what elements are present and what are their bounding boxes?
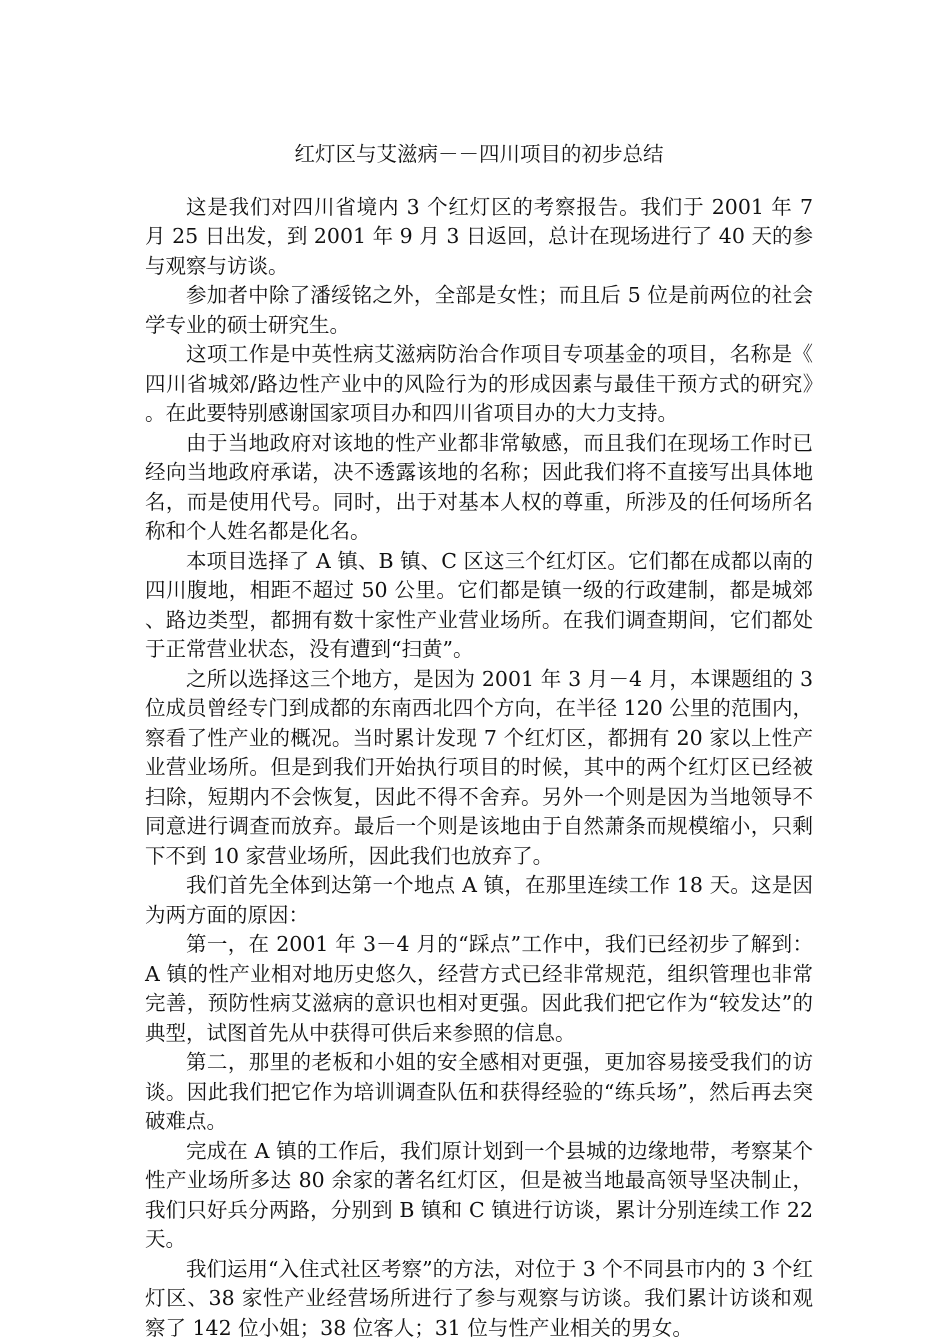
paragraph-reason-one: 第一，在 2001 年 3－4 月的“踩点”工作中，我们已经初步了解到：A 镇的性产业相对地历史悠久，经营方式已经非常规范，组织管理也非常完善，预防性病艾滋病的意识也相对更强。因此我们把它作为“较发达”的典型，试图首先从中获得可供后来参照的信息。 bbox=[145, 932, 813, 1045]
paragraph-method: 我们运用“入住式社区考察”的方法，对位于 3 个不同县市内的 3 个红灯区、38 家性产业经营场所进行了参与观察与访谈。我们累计访谈和观察了 142 位小姐；38 位客人；31 位与性产业相关的男女。 bbox=[145, 1256, 813, 1340]
paragraph-site-selection: 之所以选择这三个地方，是因为 2001 年 3 月－4 月，本课题组的 3 位成员曾经专门到成都的东南西北四个方向，在半径 120 公里的范围内，察看了性产业的概况。当时累计发现 7 个红灯区，都拥有 20 家以上性产业营业场所。但是到我们开始执行项目的时候，其中的两个红灯区已经被扫除，短期内不会恢复，因此不得不舍弃。另外一个则是因为当地领导不同意进行调查而放弃。最后一个则是该地由于自然萧条而规模缩小，只剩下不到 10 家营业场所，因此我们也放弃了。 bbox=[145, 666, 813, 868]
paragraph-sites: 本项目选择了 A 镇、B 镇、C 区这三个红灯区。它们都在成都以南的四川腹地，相距不超过 50 公里。它们都是镇一级的行政建制，都是城郊、路边类型，都拥有数十家性产业营业场所。在我们调查期间，它们都处于正常营业状态，没有遭到“扫黄”。 bbox=[145, 548, 813, 661]
paragraph-funding: 这项工作是中英性病艾滋病防治合作项目专项基金的项目，名称是《四川省城郊/路边性产业中的风险行为的形成因素与最佳干预方式的研究》。在此要特别感谢国家项目办和四川省项目办的大力支持。 bbox=[145, 342, 813, 425]
paragraph-reason-two: 第二，那里的老板和小姐的安全感相对更强，更加容易接受我们的访谈。因此我们把它作为培训调查队伍和获得经验的“练兵场”，然后再去突破难点。 bbox=[145, 1050, 813, 1133]
paragraph-intro: 这是我们对四川省境内 3 个红灯区的考察报告。我们于 2001 年 7 月 25 日出发，到 2001 年 9 月 3 日返回，总计在现场进行了 40 天的参与观察与访谈。 bbox=[145, 194, 813, 278]
document-body bbox=[145, 140, 813, 1343]
paragraph-anonymity: 由于当地政府对该地的性产业都非常敏感，而且我们在现场工作时已经向当地政府承诺，决不透露该地的名称；因此我们将不直接写出具体地名，而是使用代号。同时，出于对基本人权的尊重，所涉及的任何场所名称和个人姓名都是化名。 bbox=[145, 430, 813, 543]
paragraph-first-site: 我们首先全体到达第一个地点 A 镇，在那里连续工作 18 天。这是因为两方面的原因： bbox=[145, 873, 813, 927]
document-title: 红灯区与艾滋病－－四川项目的初步总结 bbox=[294, 142, 664, 166]
paragraph-participants: 参加者中除了潘绥铭之外，全部是女性；而且后 5 位是前两位的社会学专业的硕士研究生。 bbox=[145, 283, 813, 337]
paragraph-later-work: 完成在 A 镇的工作后，我们原计划到一个县城的边缘地带，考察某个性产业场所多达 80 余家的著名红灯区，但是被当地最高领导坚决制止，我们只好兵分两路，分别到 B 镇和 C 镇进行访谈，累计分别连续工作 22 天。 bbox=[145, 1138, 813, 1251]
